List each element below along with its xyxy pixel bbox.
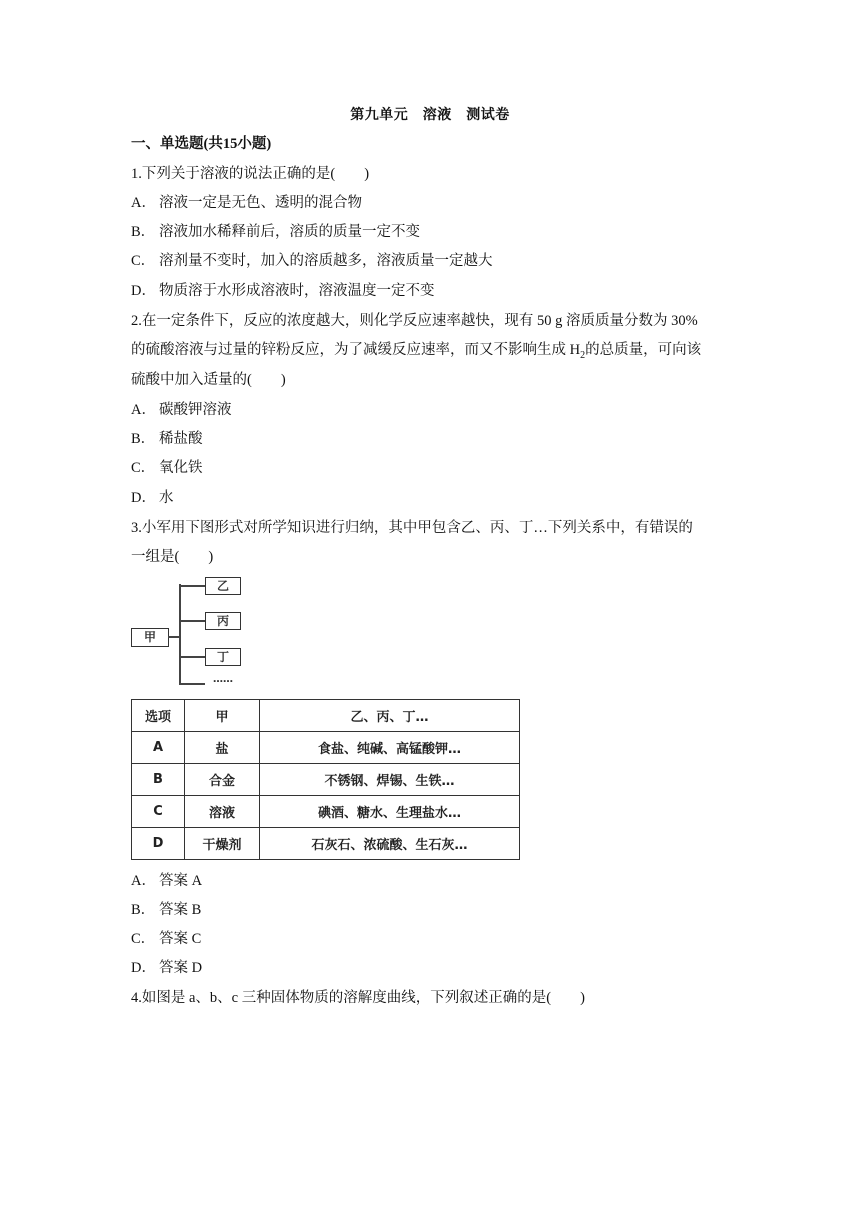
diagram-root-box: 甲 bbox=[131, 628, 169, 647]
diagram-child-box: 乙 bbox=[205, 577, 241, 595]
option-letter: B． bbox=[131, 224, 156, 240]
table-cell: 石灰石、浓硫酸、生石灰… bbox=[260, 828, 520, 860]
q3-option-b bbox=[131, 900, 201, 920]
table-row bbox=[132, 732, 520, 764]
option-text: 答案 D bbox=[159, 960, 203, 976]
diagram-connector bbox=[179, 683, 205, 685]
option-text: 答案 B bbox=[159, 902, 202, 918]
table-cell: 溶液 bbox=[185, 796, 260, 828]
q2-stem-line2 bbox=[131, 340, 701, 366]
q2-stem-text: 的总质量，可向该 bbox=[585, 342, 702, 358]
option-letter: D． bbox=[131, 960, 156, 976]
q2-stem-text: 的硫酸溶液与过量的锌粉反应，为了减缓反应速率，而又不影响生成 H bbox=[131, 342, 581, 358]
q3-option-c bbox=[131, 929, 201, 949]
diagram-connector bbox=[179, 620, 205, 622]
option-text: 氧化铁 bbox=[159, 460, 203, 476]
table-cell: B bbox=[132, 764, 185, 796]
option-text: 溶剂量不变时，加入的溶质越多，溶液质量一定越大 bbox=[159, 253, 493, 269]
option-letter: D． bbox=[131, 490, 156, 506]
option-text: 答案 C bbox=[159, 931, 202, 947]
option-letter: A． bbox=[131, 195, 156, 211]
option-text: 水 bbox=[159, 490, 174, 506]
q3-option-d bbox=[131, 958, 202, 978]
option-letter: B． bbox=[131, 431, 156, 447]
option-text: 溶液加水稀释前后，溶质的质量一定不变 bbox=[159, 224, 420, 240]
q4-stem: 4.如图是 a、b、c 三种固体物质的溶解度曲线，下列叙述正确的是( ) bbox=[131, 990, 585, 1006]
option-letter: D． bbox=[131, 283, 156, 299]
page-title: 第九单元 溶液 测试卷 bbox=[350, 108, 510, 123]
q3-stem-line2: 一组是( ) bbox=[131, 549, 214, 565]
diagram-connector bbox=[179, 585, 205, 587]
q2-stem-line3: 硫酸中加入适量的( ) bbox=[131, 372, 286, 388]
table-header-cell: 选项 bbox=[132, 700, 185, 732]
table-cell: 干燥剂 bbox=[185, 828, 260, 860]
option-text: 稀盐酸 bbox=[159, 431, 203, 447]
q1-stem: 1.下列关于溶液的说法正确的是( ) bbox=[131, 166, 370, 182]
table-cell: 食盐、纯碱、高锰酸钾… bbox=[260, 732, 520, 764]
table-cell: C bbox=[132, 796, 185, 828]
table-header-row bbox=[132, 700, 520, 732]
q2-option-c bbox=[131, 458, 203, 478]
option-letter: C． bbox=[131, 931, 156, 947]
section-heading: 一、单选题(共15小题) bbox=[131, 136, 272, 152]
table-row bbox=[132, 828, 520, 860]
table-cell: 碘酒、糖水、生理盐水… bbox=[260, 796, 520, 828]
diagram-connector bbox=[179, 656, 205, 658]
table-cell: A bbox=[132, 732, 185, 764]
option-letter: C． bbox=[131, 253, 156, 269]
subscript: 2 bbox=[580, 349, 586, 361]
q3-stem-line1: 3.小军用下图形式对所学知识进行归纳，其中甲包含乙、丙、丁…下列关系中，有错误的 bbox=[131, 520, 693, 536]
option-letter: A． bbox=[131, 402, 156, 418]
table-cell: 不锈钢、焊锡、生铁… bbox=[260, 764, 520, 796]
diagram-child-box: 丁 bbox=[205, 648, 241, 666]
q2-option-b bbox=[131, 429, 203, 449]
option-text: 物质溶于水形成溶液时，溶液温度一定不变 bbox=[159, 283, 435, 299]
q1-option-c bbox=[131, 251, 493, 271]
option-text: 答案 A bbox=[159, 873, 203, 889]
diagram-connector bbox=[179, 584, 181, 684]
diagram-child-box: 丙 bbox=[205, 612, 241, 630]
table-cell: D bbox=[132, 828, 185, 860]
table-cell: 盐 bbox=[185, 732, 260, 764]
option-text: 溶液一定是无色、透明的混合物 bbox=[159, 195, 362, 211]
option-letter: A． bbox=[131, 873, 156, 889]
q1-option-d bbox=[131, 281, 435, 301]
q2-stem-line1: 2.在一定条件下，反应的浓度越大，则化学反应速率越快，现有 50 g 溶质质量分数为 30% bbox=[131, 313, 698, 329]
table-row bbox=[132, 796, 520, 828]
table-row bbox=[132, 764, 520, 796]
q1-option-b bbox=[131, 222, 420, 242]
hierarchy-diagram bbox=[131, 576, 251, 688]
option-letter: B． bbox=[131, 902, 156, 918]
option-letter: C． bbox=[131, 460, 156, 476]
table-cell: 合金 bbox=[185, 764, 260, 796]
diagram-more: …… bbox=[213, 674, 233, 685]
q1-option-a bbox=[131, 193, 362, 213]
q3-option-a bbox=[131, 871, 202, 891]
table-header-cell: 乙、丙、丁… bbox=[260, 700, 520, 732]
q2-option-d bbox=[131, 488, 174, 508]
table-header-cell: 甲 bbox=[185, 700, 260, 732]
option-text: 碳酸钾溶液 bbox=[159, 402, 232, 418]
q3-table bbox=[131, 699, 520, 860]
q2-option-a bbox=[131, 400, 232, 420]
